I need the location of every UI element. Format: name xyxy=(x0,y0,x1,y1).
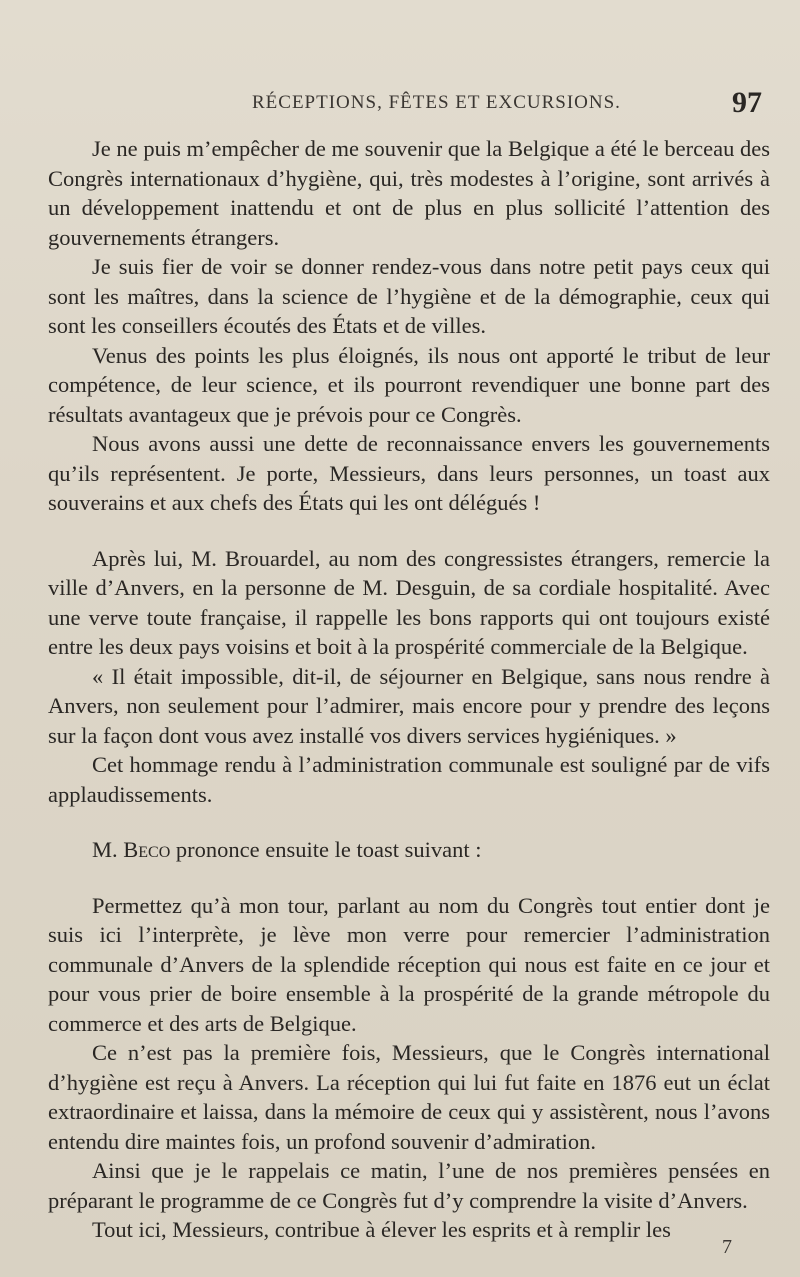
toast-intro-suffix: prononce ensuite le toast suivant : xyxy=(170,837,482,862)
paragraph: Ce n’est pas la première fois, Messieurs, que le Congrès international d’hygiène est reçu à Anvers. La réception qui lui fut faite en 1876 eut un éclat extraordinaire et laissa, dans la mémoire de ceux qui y assistèrent, nous l’avons entendu dire maintes fois, un profond souvenir d’admiration. xyxy=(48,1040,770,1154)
speaker-name: Beco xyxy=(123,837,171,862)
quote-paragraph: « Il était impossible, dit-il, de séjourner en Belgique, sans nous rendre à Anvers, non seulement pour l’admirer, mais encore pour y prendre des leçons sur la façon dont vous avez installé vos divers services hygiéniques. » xyxy=(48,663,770,748)
toast-intro xyxy=(48,835,770,865)
paragraph: Tout ici, Messieurs, contribue à élever les esprits et à remplir les xyxy=(92,1217,671,1242)
paragraph: Je ne puis m’empêcher de me souvenir que la Belgique a été le berceau des Congrès internationaux d’hygiène, qui, très modestes à l’origine, sont arrivés à un développement inattendu et ont de plus en plus sollicité l’attention des gouvernements étrangers. xyxy=(48,136,770,250)
paragraph: Après lui, M. Brouardel, au nom des congressistes étrangers, remercie la ville d’Anvers, en la personne de M. Desguin, de sa cordiale hospitalité. Avec une verve toute française, il rappelle les bons rapports qui ont toujours existé entre les deux pays voisins et boit à la prospérité commerciale de la Belgique. xyxy=(48,545,770,659)
toast-intro-prefix: M. xyxy=(92,837,124,862)
running-head xyxy=(0,86,800,122)
page-number: 97 xyxy=(732,86,762,119)
paragraph: Venus des points les plus éloignés, ils nous ont apporté le tribut de leur compétence, de leur science, et ils pourront revendiquer une bonne part des résultats avantageux que je prévois pour ce Congrès. xyxy=(48,342,770,427)
paragraph: Cet hommage rendu à l’administration communale est souligné par de vifs applaudissements. xyxy=(48,752,770,807)
paragraph: Ainsi que je le rappelais ce matin, l’une de nos premières pensées en préparant le programme de ce Congrès fut d’y comprendre la visite d’Anvers. xyxy=(48,1158,770,1213)
running-title: RÉCEPTIONS, FÊTES ET EXCURSIONS. xyxy=(252,92,621,113)
paragraph: Je suis fier de voir se donner rendez-vous dans notre petit pays ceux qui sont les maîtres, dans la science de l’hygiène et de la démographie, ceux qui sont les conseillers écoutés des États et de villes. xyxy=(48,254,770,338)
paragraph: Permettez qu’à mon tour, parlant au nom du Congrès tout entier dont je suis ici l’interprète, je lève mon verre pour remercier l’administration communale d’Anvers de la splendide réception qui nous est faite en ce jour et pour vous prier de boire ensemble à la prospérité de la grande métropole du commerce et des arts de Belgique. xyxy=(48,892,770,1036)
body-text xyxy=(48,134,770,1245)
paragraph: Nous avons aussi une dette de reconnaissance envers les gouvernements qu’ils représentent. Je porte, Messieurs, dans leurs personnes, un toast aux souverains et aux chefs des États qui les ont délégués ! xyxy=(48,431,770,515)
signature-mark: 7 xyxy=(722,1236,732,1258)
